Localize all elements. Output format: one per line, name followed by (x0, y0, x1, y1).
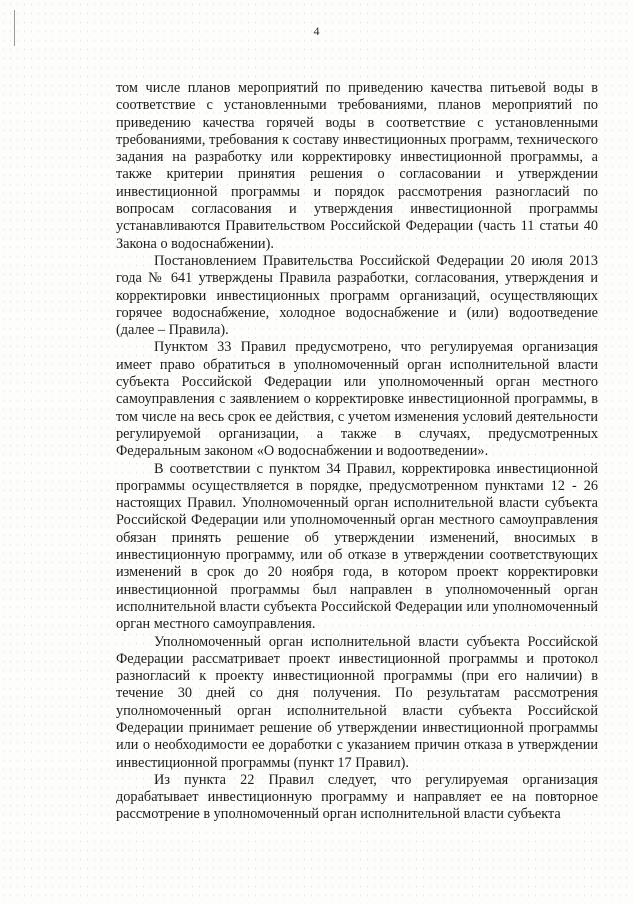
paragraph-6: Из пункта 22 Правил следует, что регулируемая организация дорабатывает инвестиционную программу и направляет ее на повторное рассмотрение в уполномоченный орган исполнительной власти субъекта (116, 771, 598, 823)
paragraph-3: Пунктом 33 Правил предусмотрено, что регулируемая организация имеет право обратиться в уполномоченный орган исполнительной власти субъекта Российской Федерации или уполномоченный орган местного самоуправления с заявлением о корректировке инвестиционной программы, в том числе на весь срок ее действия, с учетом изменения условий деятельности регулируемой организации, а также в случаях, предусмотренных Федеральным законом «О водоснабжении и водоотведении». (116, 339, 598, 460)
paragraph-4: В соответствии с пунктом 34 Правил, корректировка инвестиционной программы осуществляется в порядке, предусмотренном пунктами 12 - 26 настоящих Правил. Уполномоченный орган исполнительной власти субъекта Российской Федерации или уполномоченный орган местного самоуправления обязан принять решение об утверждении изменений, вносимых в инвестиционную программу, или об отказе в утверждении соответствующих изменений в срок до 20 ноября года, в котором проект корректировки инвестиционной программы был направлен в уполномоченный орган исполнительной власти субъекта Российской Федерации или уполномоченный орган местного самоуправления. (116, 460, 598, 633)
paragraph-5: Уполномоченный орган исполнительной власти субъекта Российской Федерации рассматривает проект инвестиционной программы и протокол разногласий к проекту инвестиционной программы (при его наличии) в течение 30 дней со дня получения. По результатам рассмотрения уполномоченный орган исполнительной власти субъекта Российской Федерации принимает решение об утверждении инвестиционной программы или о необходимости ее доработки с указанием причин отказа в утверждении инвестиционной программы (пункт 17 Правил). (116, 633, 598, 771)
paragraph-1: том числе планов мероприятий по приведению качества питьевой воды в соответствие с установленными требованиями, планов мероприятий по приведению качества горячей воды в соответствие с установленными требованиями, требования к составу инвестиционных программ, технического задания на разработку или корректировку инвестиционной программы, а также критерии принятия решения о согласовании и утверждении инвестиционной программы и порядок рассмотрения разногласий по вопросам согласования и утверждения инвестиционной программы устанавливаются Правительством Российской Федерации (часть 11 статьи 40 Закона о водоснабжении). (116, 80, 598, 252)
document-body (116, 80, 598, 824)
paragraph-2: Постановлением Правительства Российской Федерации 20 июля 2013 года № 641 утверждены Правила разработки, согласования, утверждения и корректировки инвестиционных программ организаций, осуществляющих горячее водоснабжение, холодное водоснабжение и (или) водоотведение (далее – Правила). (116, 252, 598, 339)
page-number: 4 (313, 24, 320, 38)
